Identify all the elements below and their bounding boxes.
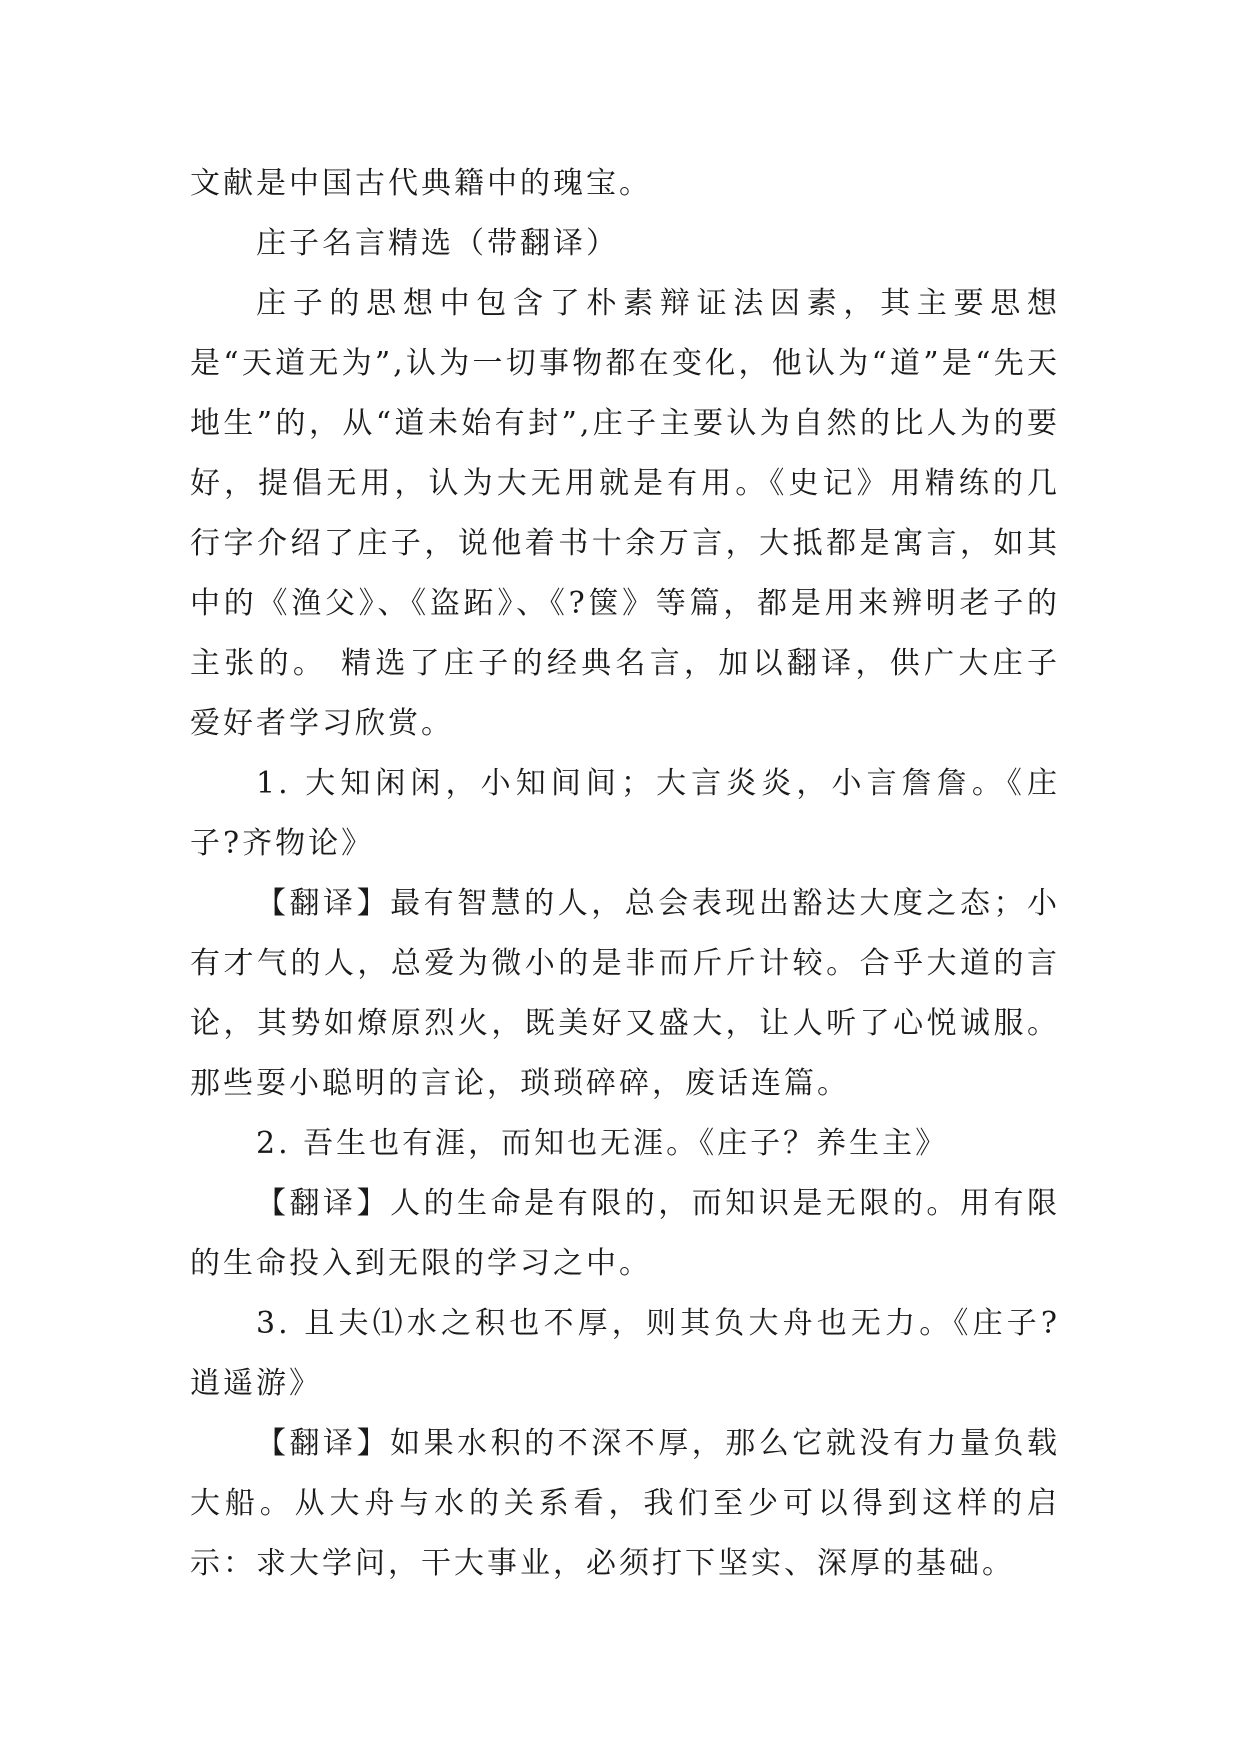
translation-3: 【翻译】如果水积的不深不厚，那么它就没有力量负载大船。从大舟与水的关系看，我们至少可以得到这样的启示：求大学问，干大事业，必须打下坚实、深厚的基础。 xyxy=(190,1426,1060,1581)
paragraph-summary: 庄子的思想中包含了朴素辩证法因素，其主要思想是“天道无为”,认为一切事物都在变化，他认为“道”是“先天地生”的，从“道未始有封”,庄子主要认为自然的比人为的要好，提倡无用，认为大无用就是有用。《史记》用精练的几行字介绍了庄子，说他着书十余万言，大抵都是寓言，如其中的《渔父》、《盗跖》、《?箧》等篇，都是用来辨明老子的主张的。 精选了庄子的经典名言，加以翻译，供广大庄子爱好者学习欣赏。 xyxy=(190,286,1060,741)
section-heading: 庄子名言精选（带翻译） xyxy=(256,226,619,261)
document-body xyxy=(190,154,1060,1594)
paragraph-intro-tail: 文献是中国古代典籍中的瑰宝。 xyxy=(190,166,652,201)
quote-2: 2. 吾生也有涯，而知也无涯。《庄子？养生主》 xyxy=(256,1126,949,1161)
quote-3: 3. 且夫⑴水之积也不厚，则其负大舟也无力。《庄子?逍遥游》 xyxy=(190,1306,1060,1401)
translation-1: 【翻译】最有智慧的人，总会表现出豁达大度之态；小有才气的人，总爱为微小的是非而斤斤计较。合乎大道的言论，其势如燎原烈火，既美好又盛大，让人听了心悦诚服。那些耍小聪明的言论，琐琐碎碎，废话连篇。 xyxy=(190,886,1060,1101)
translation-2: 【翻译】人的生命是有限的，而知识是无限的。用有限的生命投入到无限的学习之中。 xyxy=(190,1186,1060,1281)
quote-1: 1. 大知闲闲，小知间间；大言炎炎，小言詹詹。《庄子?齐物论》 xyxy=(190,766,1060,861)
